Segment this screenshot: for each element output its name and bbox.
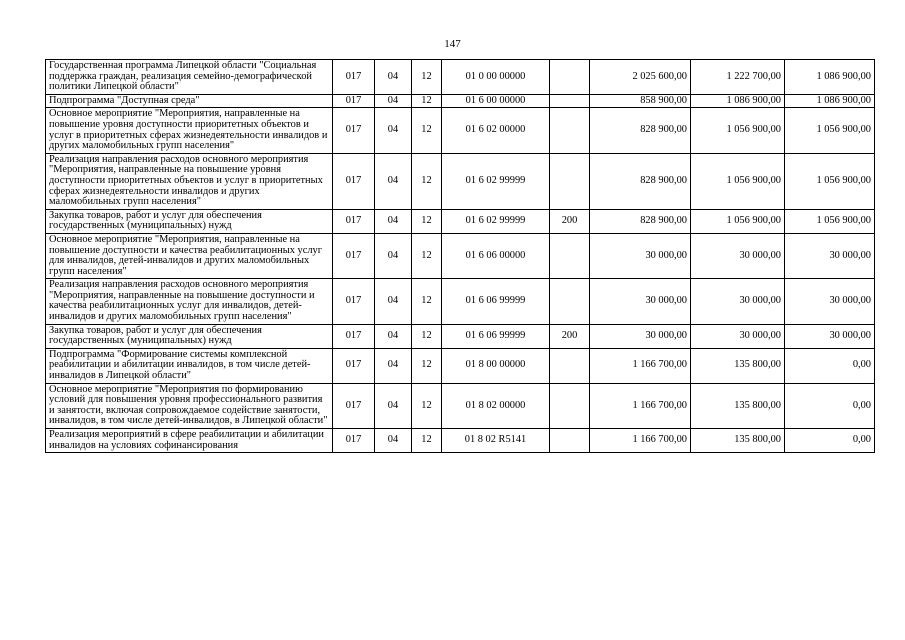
ministry-code-cell: 017 bbox=[333, 233, 375, 278]
subsection-code-cell: 12 bbox=[412, 348, 442, 383]
row-name-cell: Закупка товаров, работ и услуг для обеспечения государственных (муниципальных) нужд bbox=[46, 209, 333, 233]
row-name-cell: Подпрограмма "Формирование системы комплексной реабилитации и абилитации инвалидов, в том числе детей-инвалидов в Липецкой области" bbox=[46, 348, 333, 383]
amount-cell: 1 056 900,00 bbox=[691, 209, 785, 233]
ministry-code-cell: 017 bbox=[333, 429, 375, 453]
ministry-code-cell: 017 bbox=[333, 94, 375, 108]
table-row bbox=[46, 108, 875, 153]
amount-cell: 30 000,00 bbox=[590, 279, 691, 324]
amount-cell: 30 000,00 bbox=[785, 324, 875, 348]
expense-type-cell bbox=[550, 233, 590, 278]
table-row bbox=[46, 60, 875, 95]
target-article-cell: 01 6 02 99999 bbox=[442, 209, 550, 233]
amount-cell: 0,00 bbox=[785, 429, 875, 453]
table-row bbox=[46, 429, 875, 453]
row-name-cell: Закупка товаров, работ и услуг для обеспечения государственных (муниципальных) нужд bbox=[46, 324, 333, 348]
row-name-cell: Реализация направления расходов основного мероприятия "Мероприятия, направленные на повышение уровня доступности приоритетных объектов и услуг в приоритетных сферах жизнедеятельности инвалидов и других маломобильных групп населения" bbox=[46, 153, 333, 209]
subsection-code-cell: 12 bbox=[412, 94, 442, 108]
target-article-cell: 01 8 02 R5141 bbox=[442, 429, 550, 453]
amount-cell: 1 166 700,00 bbox=[590, 348, 691, 383]
amount-cell: 135 800,00 bbox=[691, 429, 785, 453]
ministry-code-cell: 017 bbox=[333, 279, 375, 324]
expense-type-cell bbox=[550, 60, 590, 95]
section-code-cell: 04 bbox=[375, 108, 412, 153]
expense-type-cell bbox=[550, 348, 590, 383]
amount-cell: 30 000,00 bbox=[691, 324, 785, 348]
amount-cell: 1 086 900,00 bbox=[691, 94, 785, 108]
subsection-code-cell: 12 bbox=[412, 153, 442, 209]
table-row bbox=[46, 94, 875, 108]
row-name-cell: Основное мероприятие "Мероприятия по формированию условий для повышения уровня профессионального развития и занятости, включая сопровождаемое содействие занятости, инвалидов, в том числе детей-инвалидов, в Липецкой области" bbox=[46, 383, 333, 428]
subsection-code-cell: 12 bbox=[412, 233, 442, 278]
table-row bbox=[46, 383, 875, 428]
expense-type-cell: 200 bbox=[550, 324, 590, 348]
amount-cell: 1 056 900,00 bbox=[785, 209, 875, 233]
expense-type-cell bbox=[550, 153, 590, 209]
amount-cell: 858 900,00 bbox=[590, 94, 691, 108]
section-code-cell: 04 bbox=[375, 153, 412, 209]
subsection-code-cell: 12 bbox=[412, 383, 442, 428]
section-code-cell: 04 bbox=[375, 348, 412, 383]
subsection-code-cell: 12 bbox=[412, 324, 442, 348]
amount-cell: 135 800,00 bbox=[691, 348, 785, 383]
section-code-cell: 04 bbox=[375, 279, 412, 324]
amount-cell: 0,00 bbox=[785, 348, 875, 383]
amount-cell: 30 000,00 bbox=[590, 324, 691, 348]
amount-cell: 30 000,00 bbox=[590, 233, 691, 278]
subsection-code-cell: 12 bbox=[412, 108, 442, 153]
expense-type-cell bbox=[550, 94, 590, 108]
row-name-cell: Основное мероприятие "Мероприятия, направленные на повышение доступности и качества реабилитационных услуг для инвалидов, детей-инвалидов и других маломобильных групп населения" bbox=[46, 233, 333, 278]
target-article-cell: 01 8 00 00000 bbox=[442, 348, 550, 383]
amount-cell: 1 166 700,00 bbox=[590, 383, 691, 428]
section-code-cell: 04 bbox=[375, 209, 412, 233]
section-code-cell: 04 bbox=[375, 324, 412, 348]
amount-cell: 1 056 900,00 bbox=[691, 108, 785, 153]
table-row bbox=[46, 348, 875, 383]
amount-cell: 30 000,00 bbox=[691, 279, 785, 324]
subsection-code-cell: 12 bbox=[412, 60, 442, 95]
ministry-code-cell: 017 bbox=[333, 324, 375, 348]
amount-cell: 828 900,00 bbox=[590, 209, 691, 233]
section-code-cell: 04 bbox=[375, 429, 412, 453]
page-number: 147 bbox=[444, 38, 461, 50]
table-row bbox=[46, 209, 875, 233]
amount-cell: 30 000,00 bbox=[785, 279, 875, 324]
target-article-cell: 01 8 02 00000 bbox=[442, 383, 550, 428]
expense-type-cell bbox=[550, 108, 590, 153]
amount-cell: 828 900,00 bbox=[590, 153, 691, 209]
amount-cell: 30 000,00 bbox=[785, 233, 875, 278]
amount-cell: 1 056 900,00 bbox=[785, 108, 875, 153]
amount-cell: 135 800,00 bbox=[691, 383, 785, 428]
target-article-cell: 01 6 06 99999 bbox=[442, 324, 550, 348]
section-code-cell: 04 bbox=[375, 94, 412, 108]
expense-type-cell bbox=[550, 279, 590, 324]
table-row bbox=[46, 233, 875, 278]
subsection-code-cell: 12 bbox=[412, 209, 442, 233]
subsection-code-cell: 12 bbox=[412, 279, 442, 324]
section-code-cell: 04 bbox=[375, 60, 412, 95]
expense-type-cell: 200 bbox=[550, 209, 590, 233]
section-code-cell: 04 bbox=[375, 233, 412, 278]
target-article-cell: 01 6 02 00000 bbox=[442, 108, 550, 153]
row-name-cell: Реализация направления расходов основного мероприятия "Мероприятия, направленные на повышение доступности и качества реабилитационных услуг для инвалидов, детей-инвалидов и других маломобильных групп населения" bbox=[46, 279, 333, 324]
section-code-cell: 04 bbox=[375, 383, 412, 428]
table-row bbox=[46, 279, 875, 324]
ministry-code-cell: 017 bbox=[333, 60, 375, 95]
ministry-code-cell: 017 bbox=[333, 108, 375, 153]
row-name-cell: Реализация мероприятий в сфере реабилитации и абилитации инвалидов на условиях софинансирования bbox=[46, 429, 333, 453]
row-name-cell: Государственная программа Липецкой области "Социальная поддержка граждан, реализация семейно-демографической политики Липецкой области" bbox=[46, 60, 333, 95]
target-article-cell: 01 6 06 99999 bbox=[442, 279, 550, 324]
target-article-cell: 01 0 00 00000 bbox=[442, 60, 550, 95]
amount-cell: 2 025 600,00 bbox=[590, 60, 691, 95]
expense-type-cell bbox=[550, 383, 590, 428]
ministry-code-cell: 017 bbox=[333, 348, 375, 383]
budget-table bbox=[45, 59, 875, 453]
amount-cell: 1 166 700,00 bbox=[590, 429, 691, 453]
target-article-cell: 01 6 06 00000 bbox=[442, 233, 550, 278]
ministry-code-cell: 017 bbox=[333, 383, 375, 428]
amount-cell: 30 000,00 bbox=[691, 233, 785, 278]
amount-cell: 1 086 900,00 bbox=[785, 60, 875, 95]
ministry-code-cell: 017 bbox=[333, 209, 375, 233]
target-article-cell: 01 6 00 00000 bbox=[442, 94, 550, 108]
subsection-code-cell: 12 bbox=[412, 429, 442, 453]
amount-cell: 1 056 900,00 bbox=[785, 153, 875, 209]
row-name-cell: Основное мероприятие "Мероприятия, направленные на повышение уровня доступности приоритетных объектов и услуг в приоритетных сферах жизнедеятельности инвалидов и других маломобильных групп населения" bbox=[46, 108, 333, 153]
amount-cell: 0,00 bbox=[785, 383, 875, 428]
expense-type-cell bbox=[550, 429, 590, 453]
ministry-code-cell: 017 bbox=[333, 153, 375, 209]
table-row bbox=[46, 153, 875, 209]
target-article-cell: 01 6 02 99999 bbox=[442, 153, 550, 209]
table-row bbox=[46, 324, 875, 348]
amount-cell: 1 222 700,00 bbox=[691, 60, 785, 95]
amount-cell: 1 056 900,00 bbox=[691, 153, 785, 209]
amount-cell: 1 086 900,00 bbox=[785, 94, 875, 108]
row-name-cell: Подпрограмма "Доступная среда" bbox=[46, 94, 333, 108]
amount-cell: 828 900,00 bbox=[590, 108, 691, 153]
